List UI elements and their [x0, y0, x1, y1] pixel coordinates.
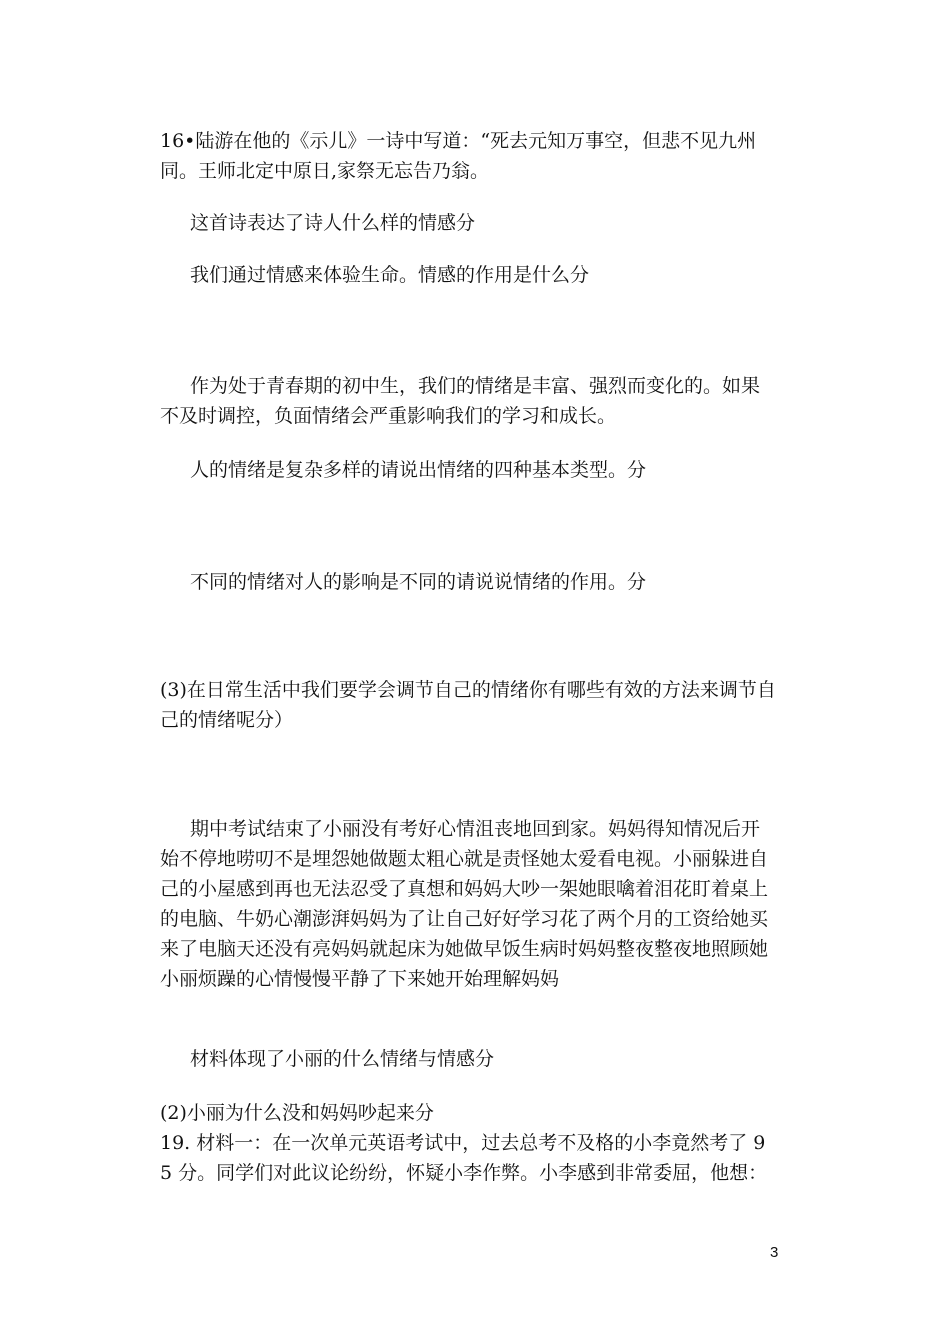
- question-18-sub-2: (2)小丽为什么没和妈妈吵起来分: [160, 1102, 434, 1124]
- question-18-material-line-2: 始不停地唠叨不是埋怨她做题太粗心就是责怪她太爱看电视。小丽躲进自: [160, 848, 769, 870]
- question-18-material-line-4: 的电脑、牛奶心潮澎湃妈妈为了让自己好好学习花了两个月的工资给她买: [160, 908, 769, 930]
- question-18-material-line-6: 小丽烦躁的心情慢慢平静了下来她开始理解妈妈: [160, 968, 560, 990]
- question-18-material-line-1: 期中考试结束了小丽没有考好心情沮丧地回到家。妈妈得知情况后开: [190, 818, 761, 840]
- question-16-sub-1: 这首诗表达了诗人什么样的情感分: [190, 212, 476, 234]
- question-18-sub-1: 材料体现了小丽的什么情绪与情感分: [190, 1048, 495, 1070]
- question-18-material-line-5: 来了电脑天还没有亮妈妈就起床为她做早饭生病时妈妈整夜整夜地照顾她: [160, 938, 769, 960]
- question-17-sub-2: 不同的情绪对人的影响是不同的请说说情绪的作用。分: [190, 571, 647, 593]
- question-17-sub-3-line-1: (3)在日常生活中我们要学会调节自己的情绪你有哪些有效的方法来调节自: [160, 679, 776, 701]
- question-17-intro-line-2: 不及时调控，负面情绪会严重影响我们的学习和成长。: [160, 405, 617, 427]
- question-17-intro-line-1: 作为处于青春期的初中生，我们的情绪是丰富、强烈而变化的。如果: [190, 375, 761, 397]
- question-16-sub-2: 我们通过情感来体验生命。情感的作用是什么分: [190, 264, 590, 286]
- question-16-line-1: 16•陆游在他的《示儿》一诗中写道：“死去元知万事空，但悲不见九州: [160, 130, 757, 152]
- page-number: 3: [770, 1244, 779, 1261]
- question-16-line-2: 同。王师北定中原日,家祭无忘告乃翁。: [160, 160, 490, 182]
- question-18-material-line-3: 己的小屋感到再也无法忍受了真想和妈妈大吵一架她眼噙着泪花盯着桌上: [160, 878, 769, 900]
- question-17-sub-3-line-2: 己的情绪呢分）: [160, 709, 294, 731]
- question-19-line-2: 5 分。同学们对此议论纷纷，怀疑小李作弊。小李感到非常委屈，他想：: [160, 1162, 768, 1184]
- question-19-line-1: 19. 材料一：在一次单元英语考试中，过去总考不及格的小李竟然考了 9: [160, 1132, 766, 1154]
- question-17-sub-1: 人的情绪是复杂多样的请说出情绪的四种基本类型。分: [190, 459, 647, 481]
